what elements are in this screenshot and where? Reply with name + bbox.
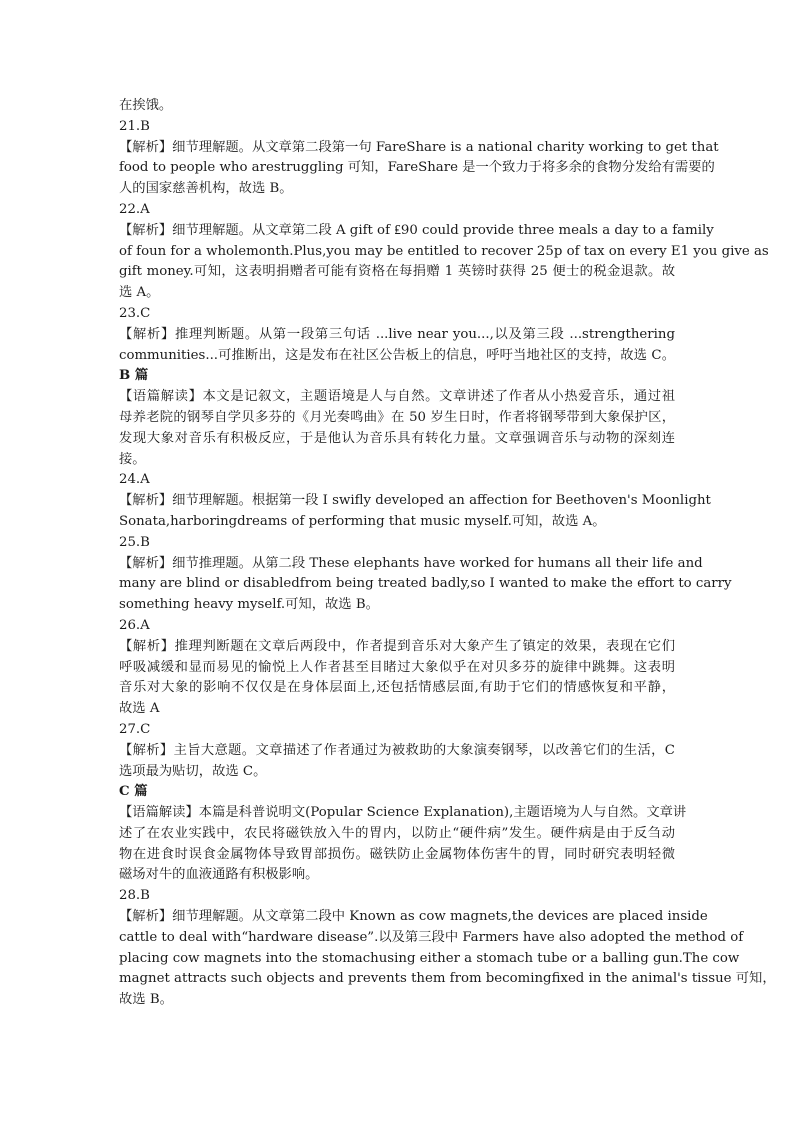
text-line: placing cow magnets into the stomachusing either a stomach tube or a balling gun.The cow bbox=[119, 950, 740, 966]
text-line: 述了在农业实践中，农民将磁铁放入牛的胃内，以防止“硬件病”发生。硬件病是由于反刍动 bbox=[119, 825, 675, 841]
section-heading: B 篇 bbox=[119, 368, 149, 384]
text-line: 【解析】细节推理题。从第二段 These elephants have worked for humans all their life and bbox=[119, 555, 703, 571]
text-line: 故选 A bbox=[119, 701, 160, 717]
text-line: 音乐对大象的影响不仅仅是在身体层面上,还包括情感层面,有助于它们的情感恢复和平静， bbox=[119, 680, 675, 696]
text-line: 【解析】推理判断题在文章后两段中，作者提到音乐对大象产生了镇定的效果，表现在它们 bbox=[119, 638, 675, 654]
text-line: 27.C bbox=[119, 721, 151, 737]
text-line: 【语篇解读】本篇是科普说明文(Popular Science Explanation),主题语境为人与自然。文章讲 bbox=[119, 805, 687, 821]
text-line: 在挨饿。 bbox=[119, 98, 173, 113]
text-line: 25.B bbox=[119, 534, 150, 550]
text-line: 21.B bbox=[119, 118, 150, 134]
text-line: 24.A bbox=[119, 472, 150, 488]
text-line: 【解析】细节理解题。从文章第二段第一句 FareShare is a national charity working to get that bbox=[119, 139, 719, 155]
text-line: 人的国家慈善机构，故选 B。 bbox=[119, 181, 293, 197]
text-line: 故选 B。 bbox=[119, 992, 173, 1008]
text-line: 【语篇解读】本文是记叙文，主题语境是人与自然。文章讲述了作者从小热爱音乐，通过祖 bbox=[119, 389, 675, 405]
text-line: 【解析】推理判断题。从第一段第三句话 ...live near you...,以及第三段 ...strengthering bbox=[119, 326, 675, 342]
text-line: 发现大象对音乐有积极反应，于是他认为音乐具有转化力量。文章强调音乐与动物的深刻连 bbox=[119, 430, 675, 446]
text-line: Sonata,harboringdreams of performing that music myself.可知，故选 A。 bbox=[119, 513, 606, 529]
text-line: 【解析】细节理解题。从文章第二段 A gift of ₤90 could provide three meals a day to a family bbox=[119, 222, 714, 238]
text-line: 磁场对牛的血液通路有积极影响。 bbox=[119, 867, 319, 883]
text-line: 【解析】主旨大意题。文章描述了作者通过为被救助的大象演奏钢琴，以改善它们的生活，C bbox=[119, 742, 675, 758]
text-line: 22.A bbox=[119, 201, 150, 217]
text-line: communities...可推断出，这是发布在社区公告板上的信息，呼吁当地社区的支持，故选 C。 bbox=[119, 347, 675, 363]
text-line: 26.A bbox=[119, 617, 150, 633]
text-line: 【解析】细节理解题。根据第一段 I swifly developed an affection for Beethoven's Moonlight bbox=[119, 493, 711, 509]
text-line: 接。 bbox=[119, 451, 146, 467]
text-line: many are blind or disabledfrom being treated badly,so I wanted to make the effort to carry bbox=[119, 576, 732, 592]
text-line: of foun for a wholemonth.Plus,you may be entitled to recover 25p of tax on every E1 you give as bbox=[119, 243, 769, 259]
text-line: 选项最为贴切，故选 C。 bbox=[119, 763, 267, 779]
text-line: something heavy myself.可知，故选 B。 bbox=[119, 597, 379, 613]
text-line: food to people who arestruggling 可知，FareShare 是一个致力于将多余的食物分发给有需要的 bbox=[119, 160, 715, 176]
text-line: 选 A。 bbox=[119, 285, 160, 301]
text-line: cattle to deal with“hardware disease”.以及第三段中 Farmers have also adopted the method of bbox=[119, 929, 744, 945]
text-line: 【解析】细节理解题。从文章第二段中 Known as cow magnets,the devices are placed inside bbox=[119, 909, 708, 925]
text-line: 母养老院的钢琴自学贝多芬的《月光奏鸣曲》在 50 岁生日时，作者将钢琴带到大象保护区， bbox=[119, 409, 675, 425]
text-line: magnet attracts such objects and prevents them from becomingfixed in the animal's tissue 可知， bbox=[119, 971, 776, 987]
text-line: 物在进食时误食金属物体导致胃部损伤。磁铁防止金属物体伤害牛的胃，同时研究表明轻微 bbox=[119, 846, 675, 862]
answer-explanation-document bbox=[119, 96, 776, 1011]
section-heading: C 篇 bbox=[119, 784, 148, 800]
text-line: 23.C bbox=[119, 305, 151, 321]
text-line: 呼吸减缓和显而易见的愉悦上人作者甚至目睹过大象似乎在对贝多芬的旋律中跳舞。这表明 bbox=[119, 659, 675, 675]
text-line: 28.B bbox=[119, 888, 150, 904]
text-line: gift money.可知，这表明捐赠者可能有资格在每捐赠 1 英镑时获得 25 便士的税金退款。故 bbox=[119, 264, 675, 280]
